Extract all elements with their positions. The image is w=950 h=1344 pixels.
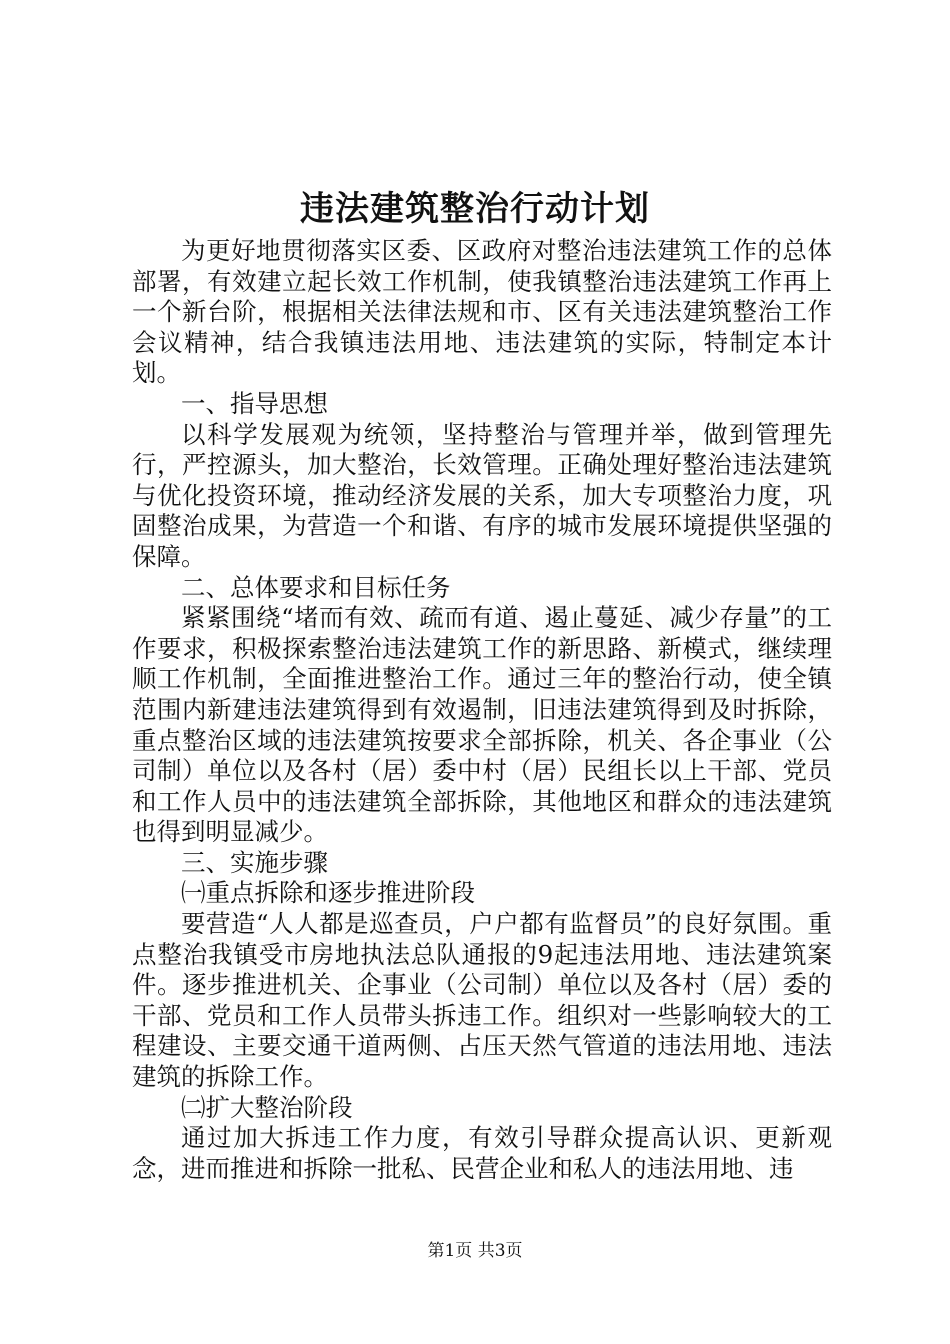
phase-one-paragraph: 要营造“人人都是巡查员，户户都有监督员”的良好氛围。重点整治我镇受市房地执法总队通报的9起违法用地、违法建筑案件。逐步推进机关、企事业（公司制）单位以及各村（居）委的干部、党员和工作人员带头拆违工作。组织对一些影响较大的工程建设、主要交通干道两侧、占压天然气管道的违法用地、违法建筑的拆除工作。	[132, 909, 832, 1092]
subsection-heading-phase-two: ㈡扩大整治阶段	[181, 1092, 353, 1122]
guiding-ideology-paragraph: 以科学发展观为统领，坚持整治与管理并举，做到管理先行，严控源头，加大整治，长效管理。正确处理好整治违法建筑与优化投资环境，推动经济发展的关系，加大专项整治力度，巩固整治成果，为营造一个和谐、有序的城市发展环境提供坚强的保障。	[132, 419, 832, 571]
document-title: 违法建筑整治行动计划	[300, 189, 650, 229]
page-footer: 第1页 共3页	[427, 1241, 523, 1261]
section-heading-requirements-goals: 二、总体要求和目标任务	[181, 572, 451, 602]
section-heading-guiding-ideology: 一、指导思想	[181, 388, 328, 418]
phase-two-paragraph: 通过加大拆违工作力度，有效引导群众提高认识、更新观念，进而推进和拆除一批私、民营企业和私人的违法用地、违	[132, 1123, 832, 1183]
intro-paragraph: 为更好地贯彻落实区委、区政府对整治违法建筑工作的总体部署，有效建立起长效工作机制，使我镇整治违法建筑工作再上一个新台阶，根据相关法律法规和市、区有关违法建筑整治工作会议精神，结合我镇违法用地、违法建筑的实际，特制定本计划。	[132, 236, 832, 388]
subsection-heading-phase-one: ㈠重点拆除和逐步推进阶段	[181, 878, 475, 908]
section-heading-implementation-steps: 三、实施步骤	[181, 847, 328, 877]
requirements-goals-paragraph: 紧紧围绕“堵而有效、疏而有道、遏止蔓延、减少存量”的工作要求，积极探索整治违法建筑工作的新思路、新模式，继续理顺工作机制，全面推进整治工作。通过三年的整治行动，使全镇范围内新建违法建筑得到有效遏制，旧违法建筑得到及时拆除，重点整治区域的违法建筑按要求全部拆除，机关、各企事业（公司制）单位以及各村（居）委中村（居）民组长以上干部、党员和工作人员中的违法建筑全部拆除，其他地区和群众的违法建筑也得到明显减少。	[132, 603, 832, 847]
document-body	[132, 236, 832, 1184]
